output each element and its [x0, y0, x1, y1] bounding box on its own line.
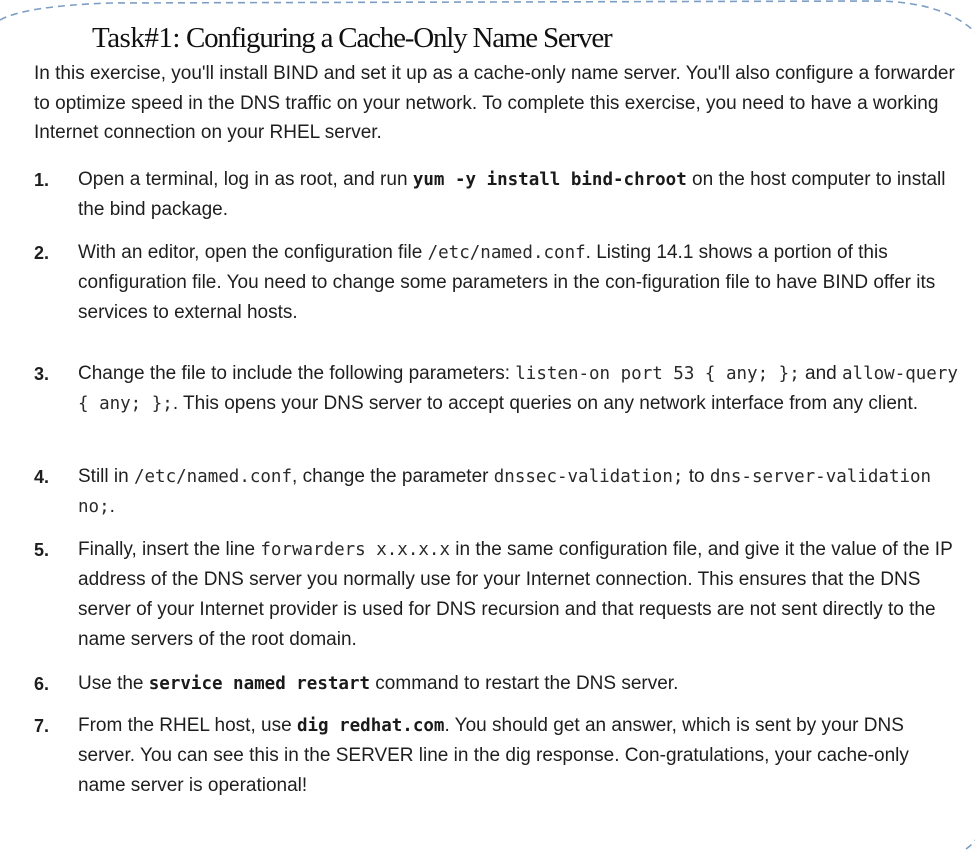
step-text: [78, 535, 958, 655]
step-text-run: Finally, insert the line: [78, 539, 261, 560]
inline-code: dig redhat.com: [296, 716, 445, 736]
task-title: Configuring a Cache-Only Name Server: [185, 22, 612, 54]
step-text-run: . Listing 14.1 shows a portion of this configuration file. You need to change some parameters in the con-figuration file to have BIND offer its services to external hosts.: [78, 242, 936, 323]
step-text: [78, 669, 958, 699]
inline-code: dns-server-validation no;: [78, 467, 932, 517]
inline-code: service named restart: [148, 674, 371, 694]
step-text-run: in the same configuration file, and give it the value of the IP address of the DNS server you normally use for your Internet connection. This ensures that the DNS server of your Internet provider is used for DNS recursion and that requests are not sent directly to the name servers of the root domain.: [78, 539, 953, 650]
step-number: 6.: [34, 674, 50, 694]
step-text-run: Still in: [78, 466, 134, 487]
inline-code: /etc/named.conf: [427, 243, 586, 263]
step-text-run: . You should get an answer, which is sent by your DNS server. You can see this in the SERVER line in the dig response. Con-gratulations, your cache-only name server is operational!: [78, 715, 909, 796]
step-text-run: Use the: [78, 673, 149, 694]
step-text-run: . This opens your DNS server to accept queries on any network interface from any client.: [172, 393, 919, 414]
step-text-run: Open a terminal, log in as root, and run: [78, 169, 413, 190]
step-text-run: command to restart the DNS server.: [370, 673, 679, 694]
step-text: [78, 462, 958, 522]
inline-code: dnssec-validation;: [493, 467, 684, 487]
step-number: 2.: [34, 243, 50, 263]
step-text: [78, 359, 958, 419]
step-text-run: to: [683, 466, 710, 487]
step-number: 4.: [34, 467, 50, 487]
inline-code: /etc/named.conf: [133, 467, 293, 487]
step-text-run: and: [799, 363, 843, 384]
step-number: 3.: [34, 364, 50, 384]
step-text-run: , change the parameter: [292, 466, 494, 487]
step-text: [78, 165, 958, 225]
inline-code: yum -y install bind-chroot: [412, 170, 687, 190]
step-number: 7.: [34, 716, 50, 736]
step-text-run: Change the file to include the following parameters:: [78, 363, 516, 384]
step-text: [78, 711, 958, 801]
step-number: 1.: [34, 170, 50, 190]
step-text-run: on the host computer to install the bind package.: [78, 169, 946, 220]
step-text-run: With an editor, open the configuration file: [78, 242, 428, 263]
step-text-run: From the RHEL host, use: [78, 715, 297, 736]
intro-paragraph: In this exercise, you'll install BIND and set it up as a cache-only name server. You'll also configure a forwarder to optimize speed in the DNS traffic on your network. To complete this exercise, you need to have a working Internet connection on your RHEL server.: [34, 63, 955, 143]
inline-code: allow-query { any; };: [78, 364, 958, 414]
step-text: [78, 238, 958, 328]
step-text-run: .: [109, 496, 115, 517]
page-title: [92, 22, 611, 55]
inline-code: forwarders x.x.x.x: [260, 540, 450, 560]
step-number: 5.: [34, 540, 50, 560]
inline-code: listen-on port 53 { any; };: [515, 364, 800, 384]
task-label: Task#1:: [92, 22, 180, 54]
